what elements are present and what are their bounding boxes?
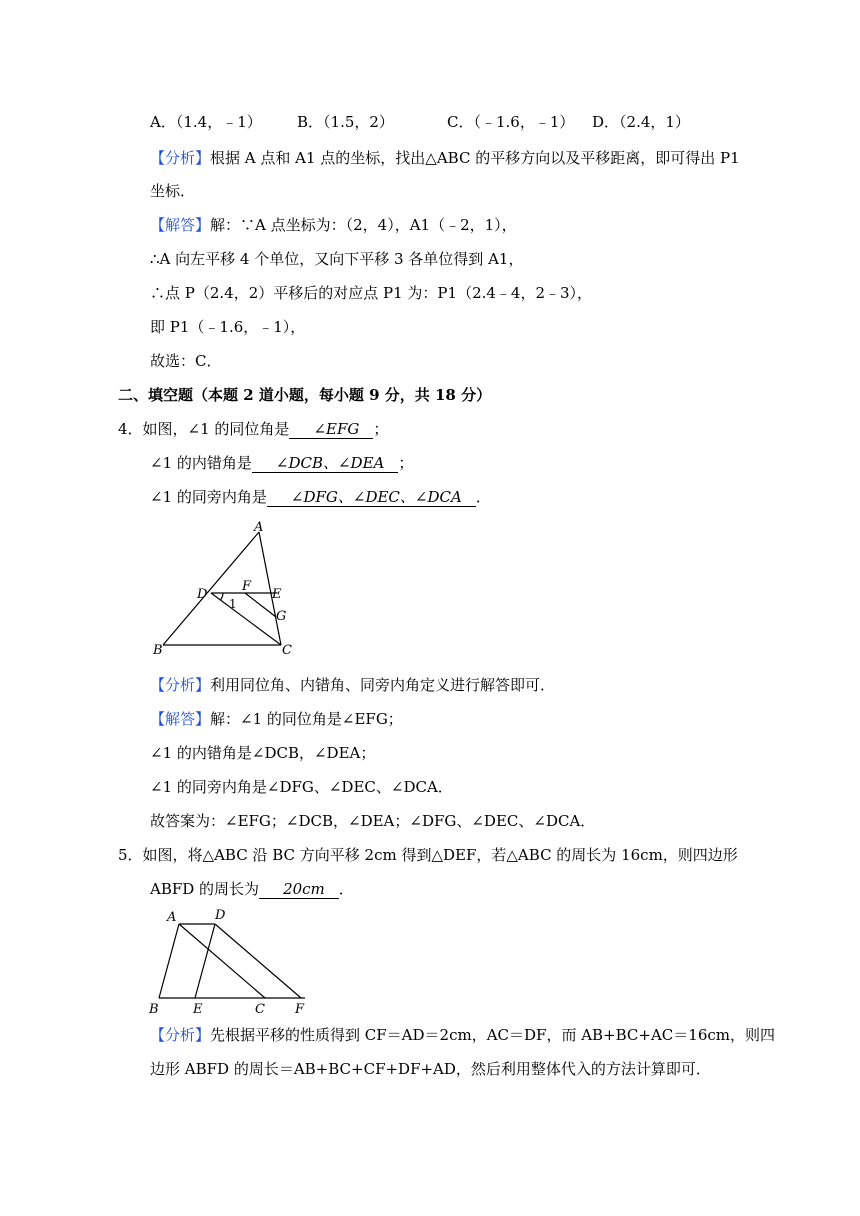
q4-answer-blank-3: ∠DFG、∠DEC、∠DCA [267, 488, 476, 507]
q4-line3-text: ∠1 的同旁内角是 [150, 488, 267, 506]
segment-df [215, 924, 301, 998]
label-f: F [242, 579, 252, 594]
analysis-tag: 【分析】 [150, 676, 211, 694]
q4-solution-line2: ∠1 的内错角是∠DCB，∠DEA； [150, 744, 376, 762]
q4-analysis [150, 675, 555, 695]
q4-line3 [150, 487, 491, 507]
q4-solution-line3: ∠1 的同旁内角是∠DFG、∠DEC、∠DCA． [150, 778, 453, 796]
analysis-tag: 【分析】 [150, 149, 211, 167]
q4-stem [118, 419, 388, 439]
label-d: D [215, 908, 226, 923]
q3-solution-line3: ∴点 P（2.4，2）平移后的对应点 P1 为：P1（2.4﹣4，2﹣3）， [150, 284, 593, 302]
segment-ab [159, 924, 179, 998]
label-b: B [153, 643, 163, 658]
q3-options [0, 112, 860, 132]
q5-stem-line2 [150, 879, 354, 899]
label-a: A [254, 520, 264, 535]
q5-tail: ． [338, 880, 354, 898]
angle-1-arc [221, 593, 224, 600]
label-e: E [272, 587, 282, 602]
q4-solution-line4: 故答案为：∠EFG；∠DCB，∠DEA；∠DFG、∠DEC、∠DCA． [150, 812, 596, 830]
q5-analysis-text: 先根据平移的性质得到 CF＝AD＝2cm，AC＝DF，而 AB+BC+AC＝16cm，则四 [210, 1026, 776, 1044]
answer-tag: 【解答】 [150, 216, 211, 234]
q4-line2-text: ∠1 的内错角是 [150, 454, 252, 472]
label-c: C [282, 643, 292, 658]
q3-solution-line2: ∴A 向左平移 4 个单位，又向下平移 3 各单位得到 A1， [150, 250, 524, 268]
label-e: E [193, 1002, 203, 1017]
q3-solution-line1 [150, 215, 517, 235]
label-angle-1: 1 [229, 597, 237, 611]
q4-solution-line1 [150, 709, 403, 729]
option-c: C．（﹣1.6，﹣1） [447, 113, 575, 131]
q4-tail-3: ． [475, 488, 491, 506]
q3-analysis-line2: 坐标． [150, 182, 196, 200]
section-title: 二、填空题（本题 2 道小题，每小题 9 分，共 18 分） [118, 386, 492, 404]
option-a: A．（1.4，﹣1） [150, 113, 262, 131]
q3-analysis-text: 根据 A 点和 A1 点的坐标，找出△ABC 的平移方向以及平移距离，即可得出 P1 [210, 149, 740, 167]
segment-ac [179, 924, 265, 998]
q4-tail-2: ； [398, 454, 414, 472]
q5-analysis-line1 [150, 1025, 775, 1045]
q4-triangle-figure [145, 518, 305, 663]
q4-answer-blank-2: ∠DCB、∠DEA [252, 454, 398, 473]
label-c: C [255, 1002, 265, 1017]
answer-tag: 【解答】 [150, 710, 211, 728]
label-g: G [276, 609, 287, 624]
q5-answer-blank: 20cm [259, 880, 339, 899]
label-b: B [149, 1002, 159, 1017]
q3-solution-line5: 故选：C． [150, 352, 222, 370]
q4-answer-blank-1: ∠EFG [289, 420, 373, 439]
label-f: F [295, 1002, 305, 1017]
segment-de [195, 924, 215, 998]
q4-analysis-text: 利用同位角、内错角、同旁内角定义进行解答即可． [210, 676, 556, 694]
q5-translation-figure [145, 905, 320, 1017]
label-d: D [197, 587, 208, 602]
q5-analysis-line2: 边形 ABFD 的周长＝AB+BC+CF+DF+AD，然后利用整体代入的方法计算即可． [150, 1060, 711, 1078]
segment-dc [211, 593, 281, 645]
q4-tail-1: ； [373, 420, 389, 438]
label-a: A [167, 910, 177, 925]
option-b: B．（1.5，2） [297, 113, 394, 131]
q4-stem-text: 4．如图，∠1 的同位角是 [118, 420, 290, 438]
q5-stem-text: ABFD 的周长为 [150, 880, 260, 898]
q3-solution-text: 解：∵A 点坐标为：（2，4），A1（﹣2，1）， [210, 216, 517, 234]
q3-analysis-line1 [150, 148, 740, 168]
q5-stem-line1: 5．如图，将△ABC 沿 BC 方向平移 2cm 得到△DEF，若△ABC 的周长为 16cm，则四边形 [118, 846, 738, 864]
q4-line2 [150, 453, 413, 473]
analysis-tag: 【分析】 [150, 1026, 211, 1044]
q4-solution-text: 解：∠1 的同位角是∠EFG； [210, 710, 403, 728]
q3-solution-line4: 即 P1（﹣1.6，﹣1）， [150, 318, 306, 336]
option-d: D．（2.4，1） [592, 113, 690, 131]
